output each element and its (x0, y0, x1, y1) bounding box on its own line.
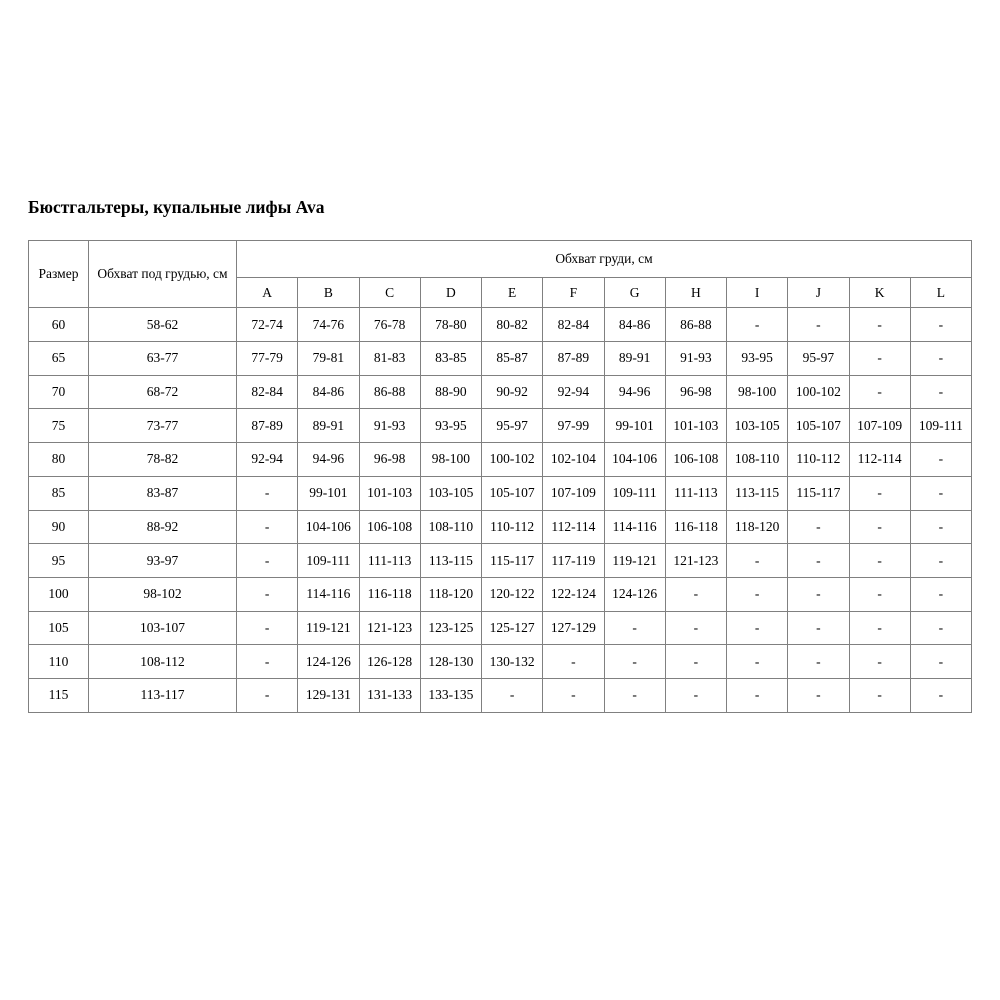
bust-range-cell: 106-108 (359, 510, 420, 544)
bust-range-cell: - (237, 544, 298, 578)
bust-group-header: Обхват груди, см (237, 241, 972, 278)
bust-range-cell: 82-84 (237, 375, 298, 409)
bust-range-cell: - (727, 308, 788, 342)
bust-range-cell: 95-97 (788, 342, 849, 376)
bust-range-cell: - (849, 678, 910, 712)
bust-range-cell: 86-88 (359, 375, 420, 409)
bust-range-cell: - (849, 476, 910, 510)
bust-range-cell: - (604, 645, 665, 679)
bust-range-cell: 99-101 (604, 409, 665, 443)
bust-range-cell: 133-135 (420, 678, 481, 712)
bust-range-cell: 123-125 (420, 611, 481, 645)
bust-range-cell: 77-79 (237, 342, 298, 376)
bust-range-cell: 122-124 (543, 577, 604, 611)
bust-range-cell: - (788, 308, 849, 342)
bust-range-cell: 108-110 (420, 510, 481, 544)
bust-range-cell: 93-95 (727, 342, 788, 376)
bust-range-cell: - (543, 678, 604, 712)
bust-range-cell: 89-91 (604, 342, 665, 376)
bust-range-cell: - (237, 611, 298, 645)
bust-range-cell: 91-93 (359, 409, 420, 443)
bust-range-cell: - (788, 645, 849, 679)
bust-range-cell: - (910, 544, 971, 578)
table-row (29, 510, 972, 544)
bust-range-cell: 113-115 (420, 544, 481, 578)
table-row (29, 476, 972, 510)
bust-range-cell: 87-89 (543, 342, 604, 376)
bust-range-cell: 107-109 (849, 409, 910, 443)
cup-header-E: E (482, 278, 543, 308)
bust-range-cell: 78-80 (420, 308, 481, 342)
bust-range-cell: 109-111 (910, 409, 971, 443)
bust-range-cell: - (727, 645, 788, 679)
bust-range-cell: 113-115 (727, 476, 788, 510)
table-row (29, 544, 972, 578)
bust-range-cell: - (543, 645, 604, 679)
bust-range-cell: - (910, 476, 971, 510)
bust-range-cell: - (910, 308, 971, 342)
table-row (29, 375, 972, 409)
size-cell: 75 (29, 409, 89, 443)
bust-range-cell: - (237, 577, 298, 611)
bust-range-cell: - (788, 611, 849, 645)
bust-range-cell: 116-118 (359, 577, 420, 611)
bust-range-cell: - (604, 611, 665, 645)
bust-range-cell: - (727, 544, 788, 578)
bust-range-cell: 108-110 (727, 443, 788, 477)
bust-range-cell: 96-98 (359, 443, 420, 477)
bust-range-cell: - (849, 375, 910, 409)
underbust-cell: 103-107 (89, 611, 237, 645)
bust-range-cell: - (849, 308, 910, 342)
bust-range-cell: 121-123 (665, 544, 726, 578)
bust-range-cell: 95-97 (482, 409, 543, 443)
cup-header-H: H (665, 278, 726, 308)
bust-range-cell: 94-96 (604, 375, 665, 409)
bust-range-cell: 103-105 (420, 476, 481, 510)
table-row (29, 645, 972, 679)
bust-range-cell: - (910, 443, 971, 477)
size-chart-table (28, 240, 972, 712)
bust-range-cell: - (604, 678, 665, 712)
cup-header-D: D (420, 278, 481, 308)
bust-range-cell: 72-74 (237, 308, 298, 342)
bust-range-cell: 110-112 (788, 443, 849, 477)
bust-range-cell: - (788, 678, 849, 712)
table-row (29, 443, 972, 477)
bust-range-cell: 81-83 (359, 342, 420, 376)
bust-range-cell: 98-100 (727, 375, 788, 409)
size-column-header: Размер (29, 241, 89, 308)
bust-range-cell: - (849, 611, 910, 645)
cup-header-B: B (298, 278, 359, 308)
bust-range-cell: 80-82 (482, 308, 543, 342)
bust-range-cell: - (910, 375, 971, 409)
bust-range-cell: 128-130 (420, 645, 481, 679)
bust-range-cell: - (665, 645, 726, 679)
underbust-cell: 58-62 (89, 308, 237, 342)
bust-range-cell: 114-116 (604, 510, 665, 544)
bust-range-cell: 109-111 (298, 544, 359, 578)
bust-range-cell: 126-128 (359, 645, 420, 679)
bust-range-cell: - (665, 611, 726, 645)
bust-range-cell: 118-120 (420, 577, 481, 611)
bust-range-cell: 85-87 (482, 342, 543, 376)
bust-range-cell: 79-81 (298, 342, 359, 376)
bust-range-cell: 83-85 (420, 342, 481, 376)
bust-range-cell: 121-123 (359, 611, 420, 645)
cup-header-A: A (237, 278, 298, 308)
bust-range-cell: - (788, 577, 849, 611)
size-cell: 115 (29, 678, 89, 712)
underbust-cell: 88-92 (89, 510, 237, 544)
bust-range-cell: 118-120 (727, 510, 788, 544)
bust-range-cell: 112-114 (543, 510, 604, 544)
bust-range-cell: 92-94 (237, 443, 298, 477)
size-cell: 85 (29, 476, 89, 510)
size-cell: 90 (29, 510, 89, 544)
bust-range-cell: 82-84 (543, 308, 604, 342)
cup-header-K: K (849, 278, 910, 308)
bust-range-cell: 97-99 (543, 409, 604, 443)
bust-range-cell: - (727, 611, 788, 645)
underbust-cell: 113-117 (89, 678, 237, 712)
underbust-cell: 63-77 (89, 342, 237, 376)
bust-range-cell: 117-119 (543, 544, 604, 578)
cup-header-L: L (910, 278, 971, 308)
table-row (29, 308, 972, 342)
bust-range-cell: 87-89 (237, 409, 298, 443)
cup-header-G: G (604, 278, 665, 308)
bust-range-cell: 124-126 (604, 577, 665, 611)
size-cell: 60 (29, 308, 89, 342)
bust-range-cell: 124-126 (298, 645, 359, 679)
bust-range-cell: 101-103 (359, 476, 420, 510)
bust-range-cell: - (237, 476, 298, 510)
bust-range-cell: 105-107 (788, 409, 849, 443)
cup-header-I: I (727, 278, 788, 308)
bust-range-cell: 120-122 (482, 577, 543, 611)
bust-range-cell: 106-108 (665, 443, 726, 477)
bust-range-cell: - (237, 510, 298, 544)
bust-range-cell: 110-112 (482, 510, 543, 544)
bust-range-cell: 125-127 (482, 611, 543, 645)
bust-range-cell: 91-93 (665, 342, 726, 376)
bust-range-cell: 103-105 (727, 409, 788, 443)
bust-range-cell: - (482, 678, 543, 712)
cup-header-J: J (788, 278, 849, 308)
bust-range-cell: - (788, 544, 849, 578)
underbust-cell: 83-87 (89, 476, 237, 510)
underbust-cell: 93-97 (89, 544, 237, 578)
page-content (28, 195, 972, 713)
underbust-cell: 108-112 (89, 645, 237, 679)
bust-range-cell: 98-100 (420, 443, 481, 477)
table-header (29, 241, 972, 308)
bust-range-cell: 86-88 (665, 308, 726, 342)
cup-header-C: C (359, 278, 420, 308)
table-row (29, 678, 972, 712)
underbust-column-header: Обхват под грудью, см (89, 241, 237, 308)
bust-range-cell: 88-90 (420, 375, 481, 409)
bust-range-cell: - (665, 678, 726, 712)
bust-range-cell: 115-117 (482, 544, 543, 578)
bust-range-cell: - (910, 678, 971, 712)
bust-range-cell: - (910, 611, 971, 645)
bust-range-cell: 116-118 (665, 510, 726, 544)
bust-range-cell: 90-92 (482, 375, 543, 409)
bust-range-cell: - (727, 577, 788, 611)
bust-range-cell: - (727, 678, 788, 712)
bust-range-cell: 102-104 (543, 443, 604, 477)
bust-range-cell: 100-102 (788, 375, 849, 409)
underbust-cell: 98-102 (89, 577, 237, 611)
size-cell: 70 (29, 375, 89, 409)
bust-range-cell: 111-113 (359, 544, 420, 578)
bust-range-cell: - (665, 577, 726, 611)
bust-range-cell: 104-106 (298, 510, 359, 544)
bust-range-cell: 111-113 (665, 476, 726, 510)
bust-range-cell: - (788, 510, 849, 544)
bust-range-cell: 112-114 (849, 443, 910, 477)
table-body (29, 308, 972, 712)
bust-range-cell: 93-95 (420, 409, 481, 443)
size-cell: 80 (29, 443, 89, 477)
size-cell: 105 (29, 611, 89, 645)
bust-range-cell: - (910, 645, 971, 679)
underbust-cell: 78-82 (89, 443, 237, 477)
bust-range-cell: 105-107 (482, 476, 543, 510)
size-cell: 110 (29, 645, 89, 679)
bust-range-cell: 104-106 (604, 443, 665, 477)
bust-range-cell: 107-109 (543, 476, 604, 510)
bust-range-cell: 96-98 (665, 375, 726, 409)
bust-range-cell: 74-76 (298, 308, 359, 342)
bust-range-cell: 76-78 (359, 308, 420, 342)
header-row-group (29, 241, 972, 278)
table-row (29, 577, 972, 611)
bust-range-cell: 129-131 (298, 678, 359, 712)
bust-range-cell: 99-101 (298, 476, 359, 510)
bust-range-cell: 92-94 (543, 375, 604, 409)
bust-range-cell: - (849, 342, 910, 376)
underbust-cell: 68-72 (89, 375, 237, 409)
bust-range-cell: 89-91 (298, 409, 359, 443)
bust-range-cell: 84-86 (298, 375, 359, 409)
bust-range-cell: 101-103 (665, 409, 726, 443)
bust-range-cell: 109-111 (604, 476, 665, 510)
table-row (29, 342, 972, 376)
bust-range-cell: - (910, 510, 971, 544)
underbust-cell: 73-77 (89, 409, 237, 443)
bust-range-cell: - (849, 577, 910, 611)
bust-range-cell: 115-117 (788, 476, 849, 510)
size-cell: 100 (29, 577, 89, 611)
bust-range-cell: 119-121 (298, 611, 359, 645)
page-title: Бюстгальтеры, купальные лифы Ava (28, 197, 325, 217)
bust-range-cell: 94-96 (298, 443, 359, 477)
bust-range-cell: 127-129 (543, 611, 604, 645)
bust-range-cell: 130-132 (482, 645, 543, 679)
bust-range-cell: - (849, 645, 910, 679)
bust-range-cell: 84-86 (604, 308, 665, 342)
bust-range-cell: 100-102 (482, 443, 543, 477)
size-cell: 95 (29, 544, 89, 578)
table-row (29, 409, 972, 443)
bust-range-cell: - (910, 577, 971, 611)
bust-range-cell: - (849, 544, 910, 578)
cup-header-F: F (543, 278, 604, 308)
bust-range-cell: - (237, 645, 298, 679)
bust-range-cell: - (237, 678, 298, 712)
bust-range-cell: - (849, 510, 910, 544)
table-row (29, 611, 972, 645)
bust-range-cell: 119-121 (604, 544, 665, 578)
size-cell: 65 (29, 342, 89, 376)
bust-range-cell: 114-116 (298, 577, 359, 611)
bust-range-cell: - (910, 342, 971, 376)
bust-range-cell: 131-133 (359, 678, 420, 712)
